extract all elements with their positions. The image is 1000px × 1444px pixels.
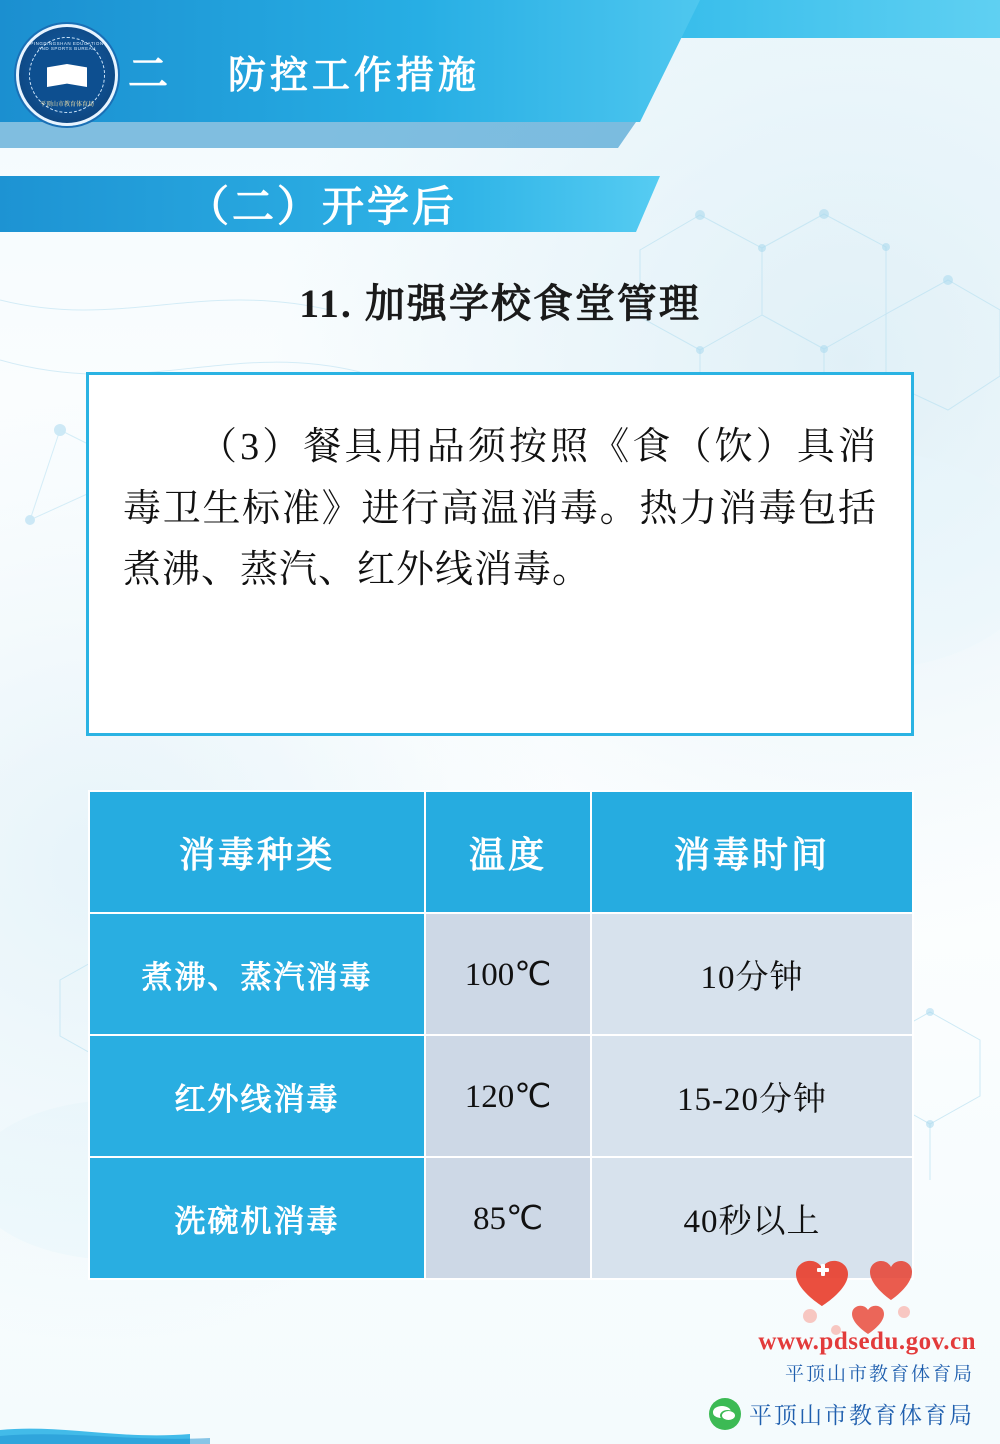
cell-temperature: 85℃ bbox=[425, 1157, 591, 1279]
subsection-bar bbox=[0, 176, 660, 232]
wechat-account-name: 平顶山市教育体育局 bbox=[749, 1403, 974, 1428]
page-header bbox=[0, 0, 1000, 152]
book-icon bbox=[47, 63, 87, 87]
column-header-type: 消毒种类 bbox=[89, 791, 425, 913]
column-header-time: 消毒时间 bbox=[591, 791, 913, 913]
organization-name: 平顶山市教育体育局 bbox=[784, 1364, 974, 1385]
subsection-label: （二）开学后 bbox=[186, 185, 457, 231]
section-number: 二 bbox=[128, 51, 170, 96]
logo-english-text: PINGDINGSHAN EDUCATION AND SPORTS BUREAU bbox=[30, 41, 104, 51]
cell-time: 15-20分钟 bbox=[591, 1035, 913, 1157]
logo-chinese-text: 平顶山市教育体育局 bbox=[39, 102, 94, 108]
website-url[interactable]: www.pdsedu.gov.cn bbox=[758, 1328, 976, 1355]
section-title: 防控工作措施 bbox=[228, 55, 481, 97]
table-row bbox=[89, 1035, 913, 1157]
content-card bbox=[86, 372, 914, 736]
table-header-row bbox=[89, 791, 913, 913]
page-footer bbox=[0, 1194, 1000, 1444]
cell-type: 红外线消毒 bbox=[89, 1035, 425, 1157]
cell-time: 40秒以上 bbox=[591, 1157, 913, 1279]
table-row bbox=[89, 913, 913, 1035]
cell-type: 煮沸、蒸汽消毒 bbox=[89, 913, 425, 1035]
cell-time: 10分钟 bbox=[591, 913, 913, 1035]
column-header-temperature: 温度 bbox=[425, 791, 591, 913]
content-paragraph: （3）餐具用品须按照《食（饮）具消毒卫生标准》进行高温消毒。热力消毒包括煮沸、蒸汽、红外线消毒。 bbox=[123, 426, 877, 592]
org-logo bbox=[16, 24, 118, 126]
footer-stripe bbox=[0, 1422, 1000, 1444]
cell-temperature: 100℃ bbox=[425, 913, 591, 1035]
cell-type: 洗碗机消毒 bbox=[89, 1157, 425, 1279]
logo-inner bbox=[29, 37, 105, 113]
cell-temperature: 120℃ bbox=[425, 1035, 591, 1157]
page-title: 11. 加强学校食堂管理 bbox=[299, 281, 701, 326]
